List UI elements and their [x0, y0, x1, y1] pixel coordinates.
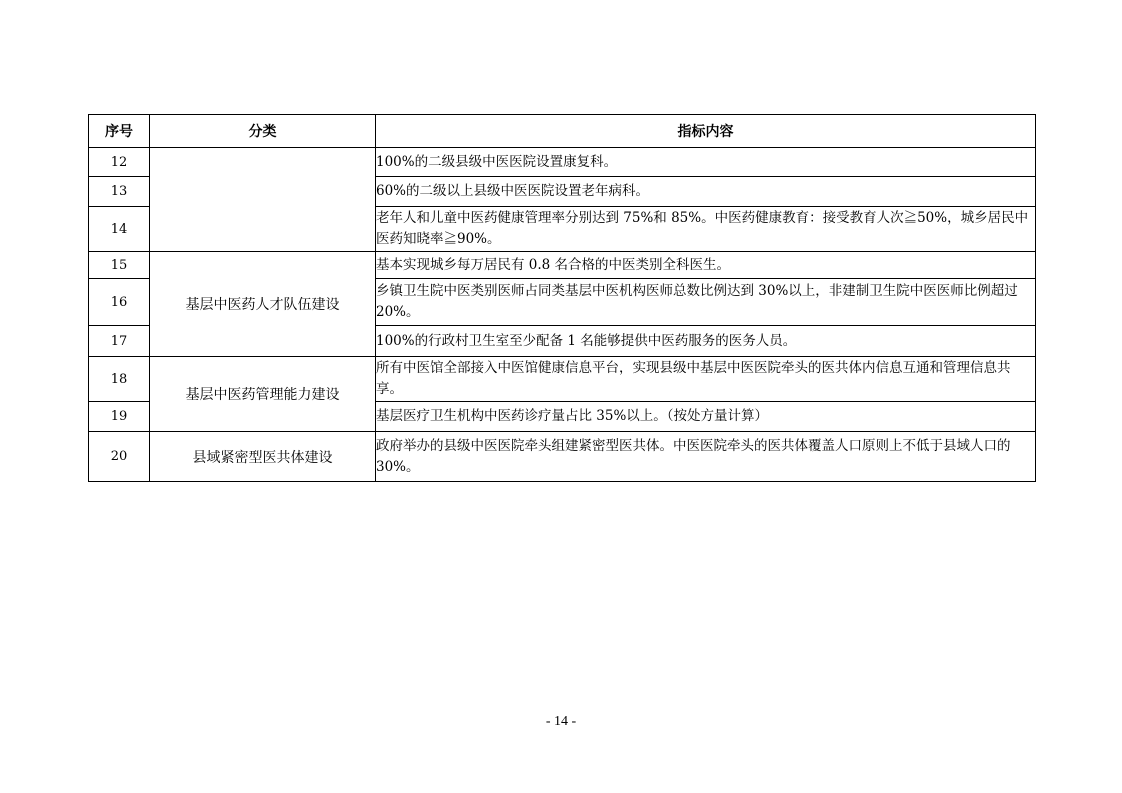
row-index: 14: [89, 207, 150, 252]
row-index: 15: [89, 252, 150, 279]
row-content: 基层医疗卫生机构中医药诊疗量占比 35%以上。（按处方量计算）: [376, 402, 1036, 432]
row-index: 13: [89, 177, 150, 207]
row-index: 12: [89, 148, 150, 177]
row-content: 政府举办的县级中医医院牵头组建紧密型医共体。中医医院牵头的医共体覆盖人口原则上不低于县域人口的 30%。: [376, 432, 1036, 482]
row-index: 16: [89, 279, 150, 326]
row-category: [150, 148, 376, 252]
row-content: 100%的行政村卫生室至少配备 1 名能够提供中医药服务的医务人员。: [376, 326, 1036, 357]
table-row: [89, 252, 1036, 279]
row-category: 基层中医药人才队伍建设: [150, 252, 376, 357]
table-row: [89, 357, 1036, 402]
table-header-row: [89, 115, 1036, 148]
header-category: 分类: [150, 115, 376, 148]
row-index: 20: [89, 432, 150, 482]
table-row: [89, 432, 1036, 482]
header-content: 指标内容: [376, 115, 1036, 148]
page-number: - 14 -: [545, 714, 577, 729]
row-content: 基本实现城乡每万居民有 0.8 名合格的中医类别全科医生。: [376, 252, 1036, 279]
row-content: 60%的二级以上县级中医医院设置老年病科。: [376, 177, 1036, 207]
indicator-table: [88, 114, 1036, 482]
table-row: [89, 148, 1036, 177]
row-content: 乡镇卫生院中医类别医师占同类基层中医机构医师总数比例达到 30%以上，非建制卫生院中医医师比例超过 20%。: [376, 279, 1036, 326]
row-index: 19: [89, 402, 150, 432]
row-content: 老年人和儿童中医药健康管理率分别达到 75%和 85%。中医药健康教育：接受教育人次≧50%，城乡居民中医药知晓率≧90%。: [376, 207, 1036, 252]
row-content: 100%的二级县级中医医院设置康复科。: [376, 148, 1036, 177]
row-category: 县域紧密型医共体建设: [150, 432, 376, 482]
row-index: 18: [89, 357, 150, 402]
row-category: 基层中医药管理能力建设: [150, 357, 376, 432]
row-content: 所有中医馆全部接入中医馆健康信息平台，实现县级中基层中医医院牵头的医共体内信息互通和管理信息共享。: [376, 357, 1036, 402]
header-index: 序号: [89, 115, 150, 148]
row-index: 17: [89, 326, 150, 357]
